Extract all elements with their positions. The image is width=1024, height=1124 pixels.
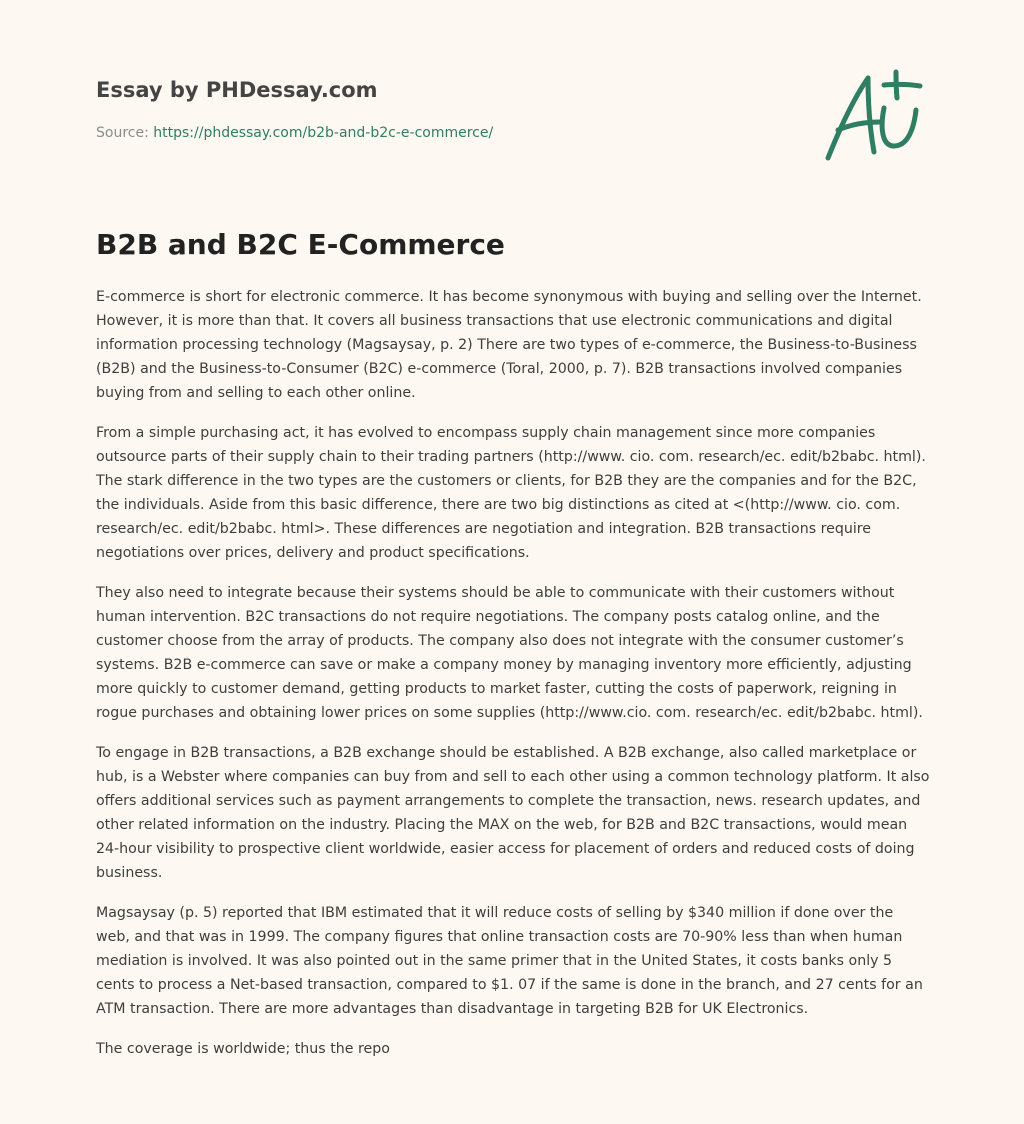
source-link[interactable]: https://phdessay.com/b2b-and-b2c-e-commerce/	[153, 125, 494, 141]
page-header	[96, 76, 796, 143]
essay-title: B2B and B2C E-Commerce	[96, 228, 505, 261]
essay-paragraph: E-commerce is short for electronic commerce. It has become synonymous with buying and selling over the Internet. However, it is more than that. It covers all business transactions that use electronic communications and digital information processing technology (Magsaysay, p. 2) There are two types of e-commerce, the Business-to-Business (B2B) and the Business-to-Consumer (B2C) e-commerce (Toral, 2000, p. 7). B2B transactions involved companies buying from and selling to each other online.	[96, 289, 922, 401]
brand-name: Essay by PHDessay.com	[96, 78, 378, 102]
essay-paragraph: To engage in B2B transactions, a B2B exchange should be established. A B2B exchange, also called marketplace or hub, is a Webster where companies can buy from and sell to each other using a common technology platform. It also offers additional services such as payment arrangements to complete the transaction, news. research updates, and other related information on the industry. Placing the MAX on the web, for B2B and B2C transactions, would mean 24-hour visibility to prospective client worldwide, easier access for placement of orders and reduced costs of doing business.	[96, 745, 930, 881]
essay-body	[96, 285, 930, 1077]
essay-paragraph: From a simple purchasing act, it has evolved to encompass supply chain management since more companies outsource parts of their supply chain to their trading partners (http://www. cio. com. research/ec. edit/b2babc. html). The stark difference in the two types are the customers or clients, for B2B they are the companies and for the B2C, the individuals. Aside from this basic difference, there are two big distinctions as cited at <(http://www. cio. com. research/ec. edit/b2babc. html>. These differences are negotiation and integration. B2B transactions require negotiations over prices, delivery and product specifications.	[96, 425, 926, 561]
essay-paragraph: Magsaysay (p. 5) reported that IBM estimated that it will reduce costs of selling by $340 million if done over the web, and that was in 1999. The company figures that online transaction costs are 70-90% less than when human mediation is involved. It was also pointed out in the same primer that in the United States, it costs banks only 5 cents to process a Net-based transaction, compared to $1. 07 if the same is done in the branch, and 27 cents for an ATM transaction. There are more advantages than disadvantage in targeting B2B for UK Electronics.	[96, 905, 923, 1017]
source-label: Source:	[96, 125, 154, 141]
essay-paragraph: The coverage is worldwide; thus the repo	[96, 1041, 390, 1057]
source-line	[96, 123, 796, 143]
essay-paragraph: They also need to integrate because their systems should be able to communicate with their customers without human intervention. B2C transactions do not require negotiations. The company posts catalog online, and the customer choose from the array of products. The company also does not integrate with the consumer customer’s systems. B2B e-commerce can save or make a company money by managing inventory more efficiently, adjusting more quickly to customer demand, getting products to market faster, cutting the costs of paperwork, reigning in rogue purchases and obtaining lower prices on some supplies (http://www.cio. com. research/ec. edit/b2babc. html).	[96, 585, 923, 721]
a-plus-logo-icon	[822, 66, 928, 166]
